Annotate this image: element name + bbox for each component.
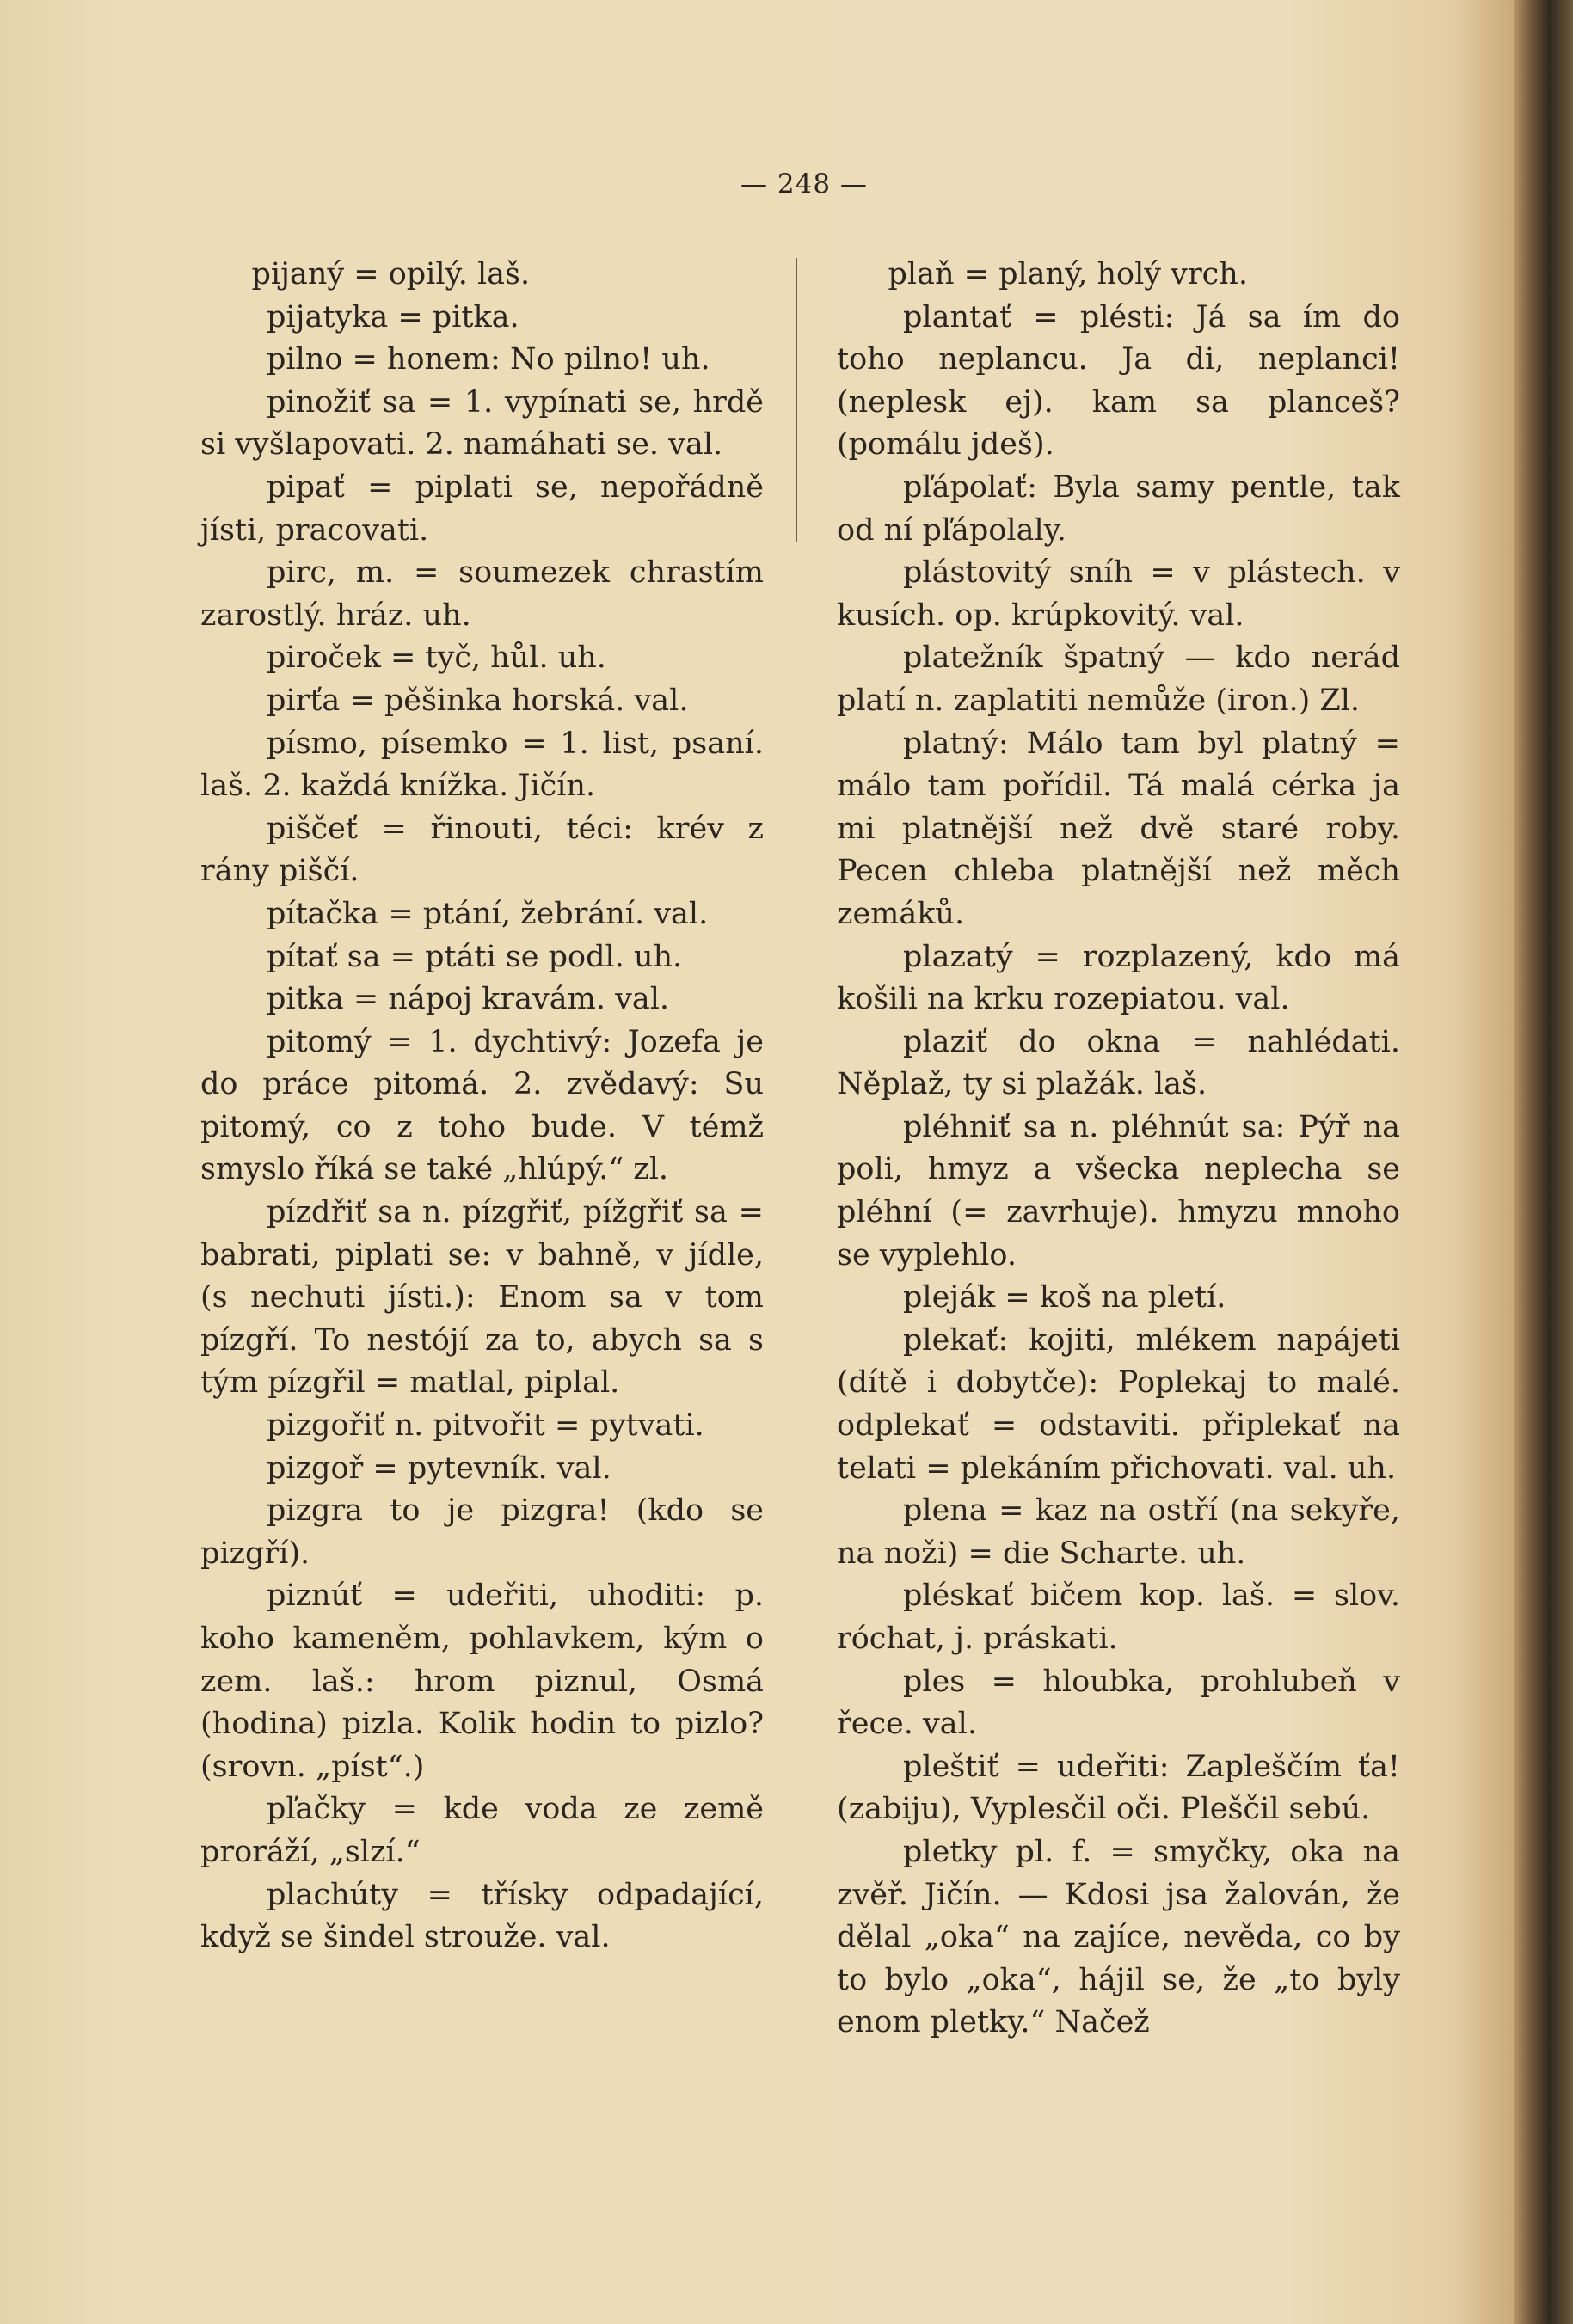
entry-pirta: pirťa = pěšinka horská. val. [267,683,689,718]
entry-plehnit: pléhniť sa n. pléhnút sa: Pýř na poli, hmyz a všecka neplecha se pléhní (= zavrhuje). hmyzu mnoho se vyplehlo. [837,1109,1400,1272]
entry-pijany: pijaný = opilý. laš. [251,257,531,291]
entry-plejak: pleják = koš na pletí. [903,1280,1226,1315]
book-binding-edge [1514,0,1573,2324]
entry-pitomy: pitomý = 1. dychtivý: Jozefa je do práce pitomá. 2. zvědavý: Su pitomý, co z toho bude. V témž smyslo říká se také „hlúpý.“ zl. [200,1024,764,1187]
entry-pizgra: pizgra to je pizgra! (kdo se pizgří). [200,1493,764,1571]
entry-plastovity: plástovitý sníh = v plástech. v kusích. op. krúpkovitý. val. [837,555,1400,633]
entry-pizgor: pizgoř = pytevník. val. [267,1450,611,1486]
entry-pirocek: piroček = tyč, hůl. uh. [267,641,606,676]
left-column [200,254,764,1959]
entry-plazit: plaziť do okna = nahlédati. Něplaž, ty si plažák. laš. [837,1024,1400,1102]
entry-pizgorit: pizgořiť n. pitvořit = pytvati. [267,1408,704,1444]
entry-plantat: plantať = plésti: Já sa ím do toho neplancu. Ja di, neplanci! (neplesk ej). kam sa planceš? (pomálu jdeš). [837,299,1400,463]
entry-plapolat: pľápolať: Byla samy pentle, tak od ní pľápolaly. [837,469,1400,548]
entry-plazaty: plazatý = rozplazený, kdo má košili na krku rozepiatou. val. [837,939,1400,1017]
entry-pitacka: pítačka = ptání, žebrání. val. [267,896,709,931]
entry-pletky: pletky pl. f. = smyčky, oka na zvěř. Jičín. — Kdosi jsa žalován, že dělal „oka“ na zajíce, nevěda, co by to bylo „oka“, hájil se, že „to byly enom pletky.“ Načež [837,1834,1400,2040]
entry-plan: plaň = planý, holý vrch. [888,257,1248,291]
entry-ples: ples = hloubka, prohlubeň v řece. val. [837,1664,1400,1742]
right-column [837,254,1400,2045]
entry-piscet: piščeť = řinouti, téci: krév z rány piščí. [200,811,764,889]
entry-plestit: pleštiť = udeřiti: Zapleščím ťa! (zabiju), Vyplesčil oči. Pleščil sebú. [837,1749,1400,1827]
entry-pizdrit: pízdřiť sa n. pízgřiť, pížgřiť sa = babrati, piplati se: v bahně, v jídle, (s nechuti jísti.): Enom sa v tom pízgří. To nestójí za to, abych sa s tým pízgřil = matlal, piplal. [200,1195,764,1401]
entry-pirc: pirc, m. = soumezek chrastím zarostlý. hráz. uh. [200,555,764,633]
entry-plena: plena = kaz na ostří (na sekyře, na noži) = die Scharte. uh. [837,1493,1400,1571]
entry-pitka: pitka = nápoj kravám. val. [267,982,670,1017]
entry-pitat-sa: pítať sa = ptáti se podl. uh. [267,939,683,974]
column-divider [796,258,797,542]
entry-placky: pľačky = kde voda ze země proráží, „slzí.“ [200,1792,764,1869]
entry-plachuty: plachúty = třísky odpadající, když se šindel strouže. val. [200,1877,764,1955]
entry-pijatyka: pijatyka = pitka. [267,299,519,334]
entry-pinozit: pinožiť sa = 1. vypínati se, hrdě si vyšlapovati. 2. namáhati se. val. [200,384,764,463]
entry-pleskat: pléskať bičem kop. laš. = slov. róchat, j. práskati. [837,1579,1400,1656]
entry-pilno: pilno = honem: No pilno! uh. [267,342,710,377]
entry-platezník: platežník špatný — kdo nerád platí n. zaplatiti nemůže (iron.) Zl. [837,641,1400,718]
entry-pismo: písmo, písemko = 1. list, psaní. laš. 2. každá knížka. Jičín. [200,726,764,804]
page-number: — 248 — [740,169,868,199]
entry-pipat: pipať = piplati se, nepořádně jísti, pracovati. [200,469,764,548]
entry-platny: platný: Málo tam byl platný = málo tam pořídil. Tá malá cérka ja mi platnější než dvě staré roby. Pecen chleba platnější než měch zemáků. [837,726,1400,931]
entry-plekat: plekať: kojiti, mlékem napájeti (dítě i dobytče): Poplekaj to malé. odplekať = odstaviti. připlekať na telati = plekáním přichovati. val. uh. [837,1322,1400,1486]
entry-piznut: piznúť = udeřiti, uhoditi: p. koho kameněm, pohlavkem, kým o zem. laš.: hrom piznul, Osmá (hodina) pizla. Kolik hodin to pizlo? (srovn. „píst“.) [200,1579,764,1784]
